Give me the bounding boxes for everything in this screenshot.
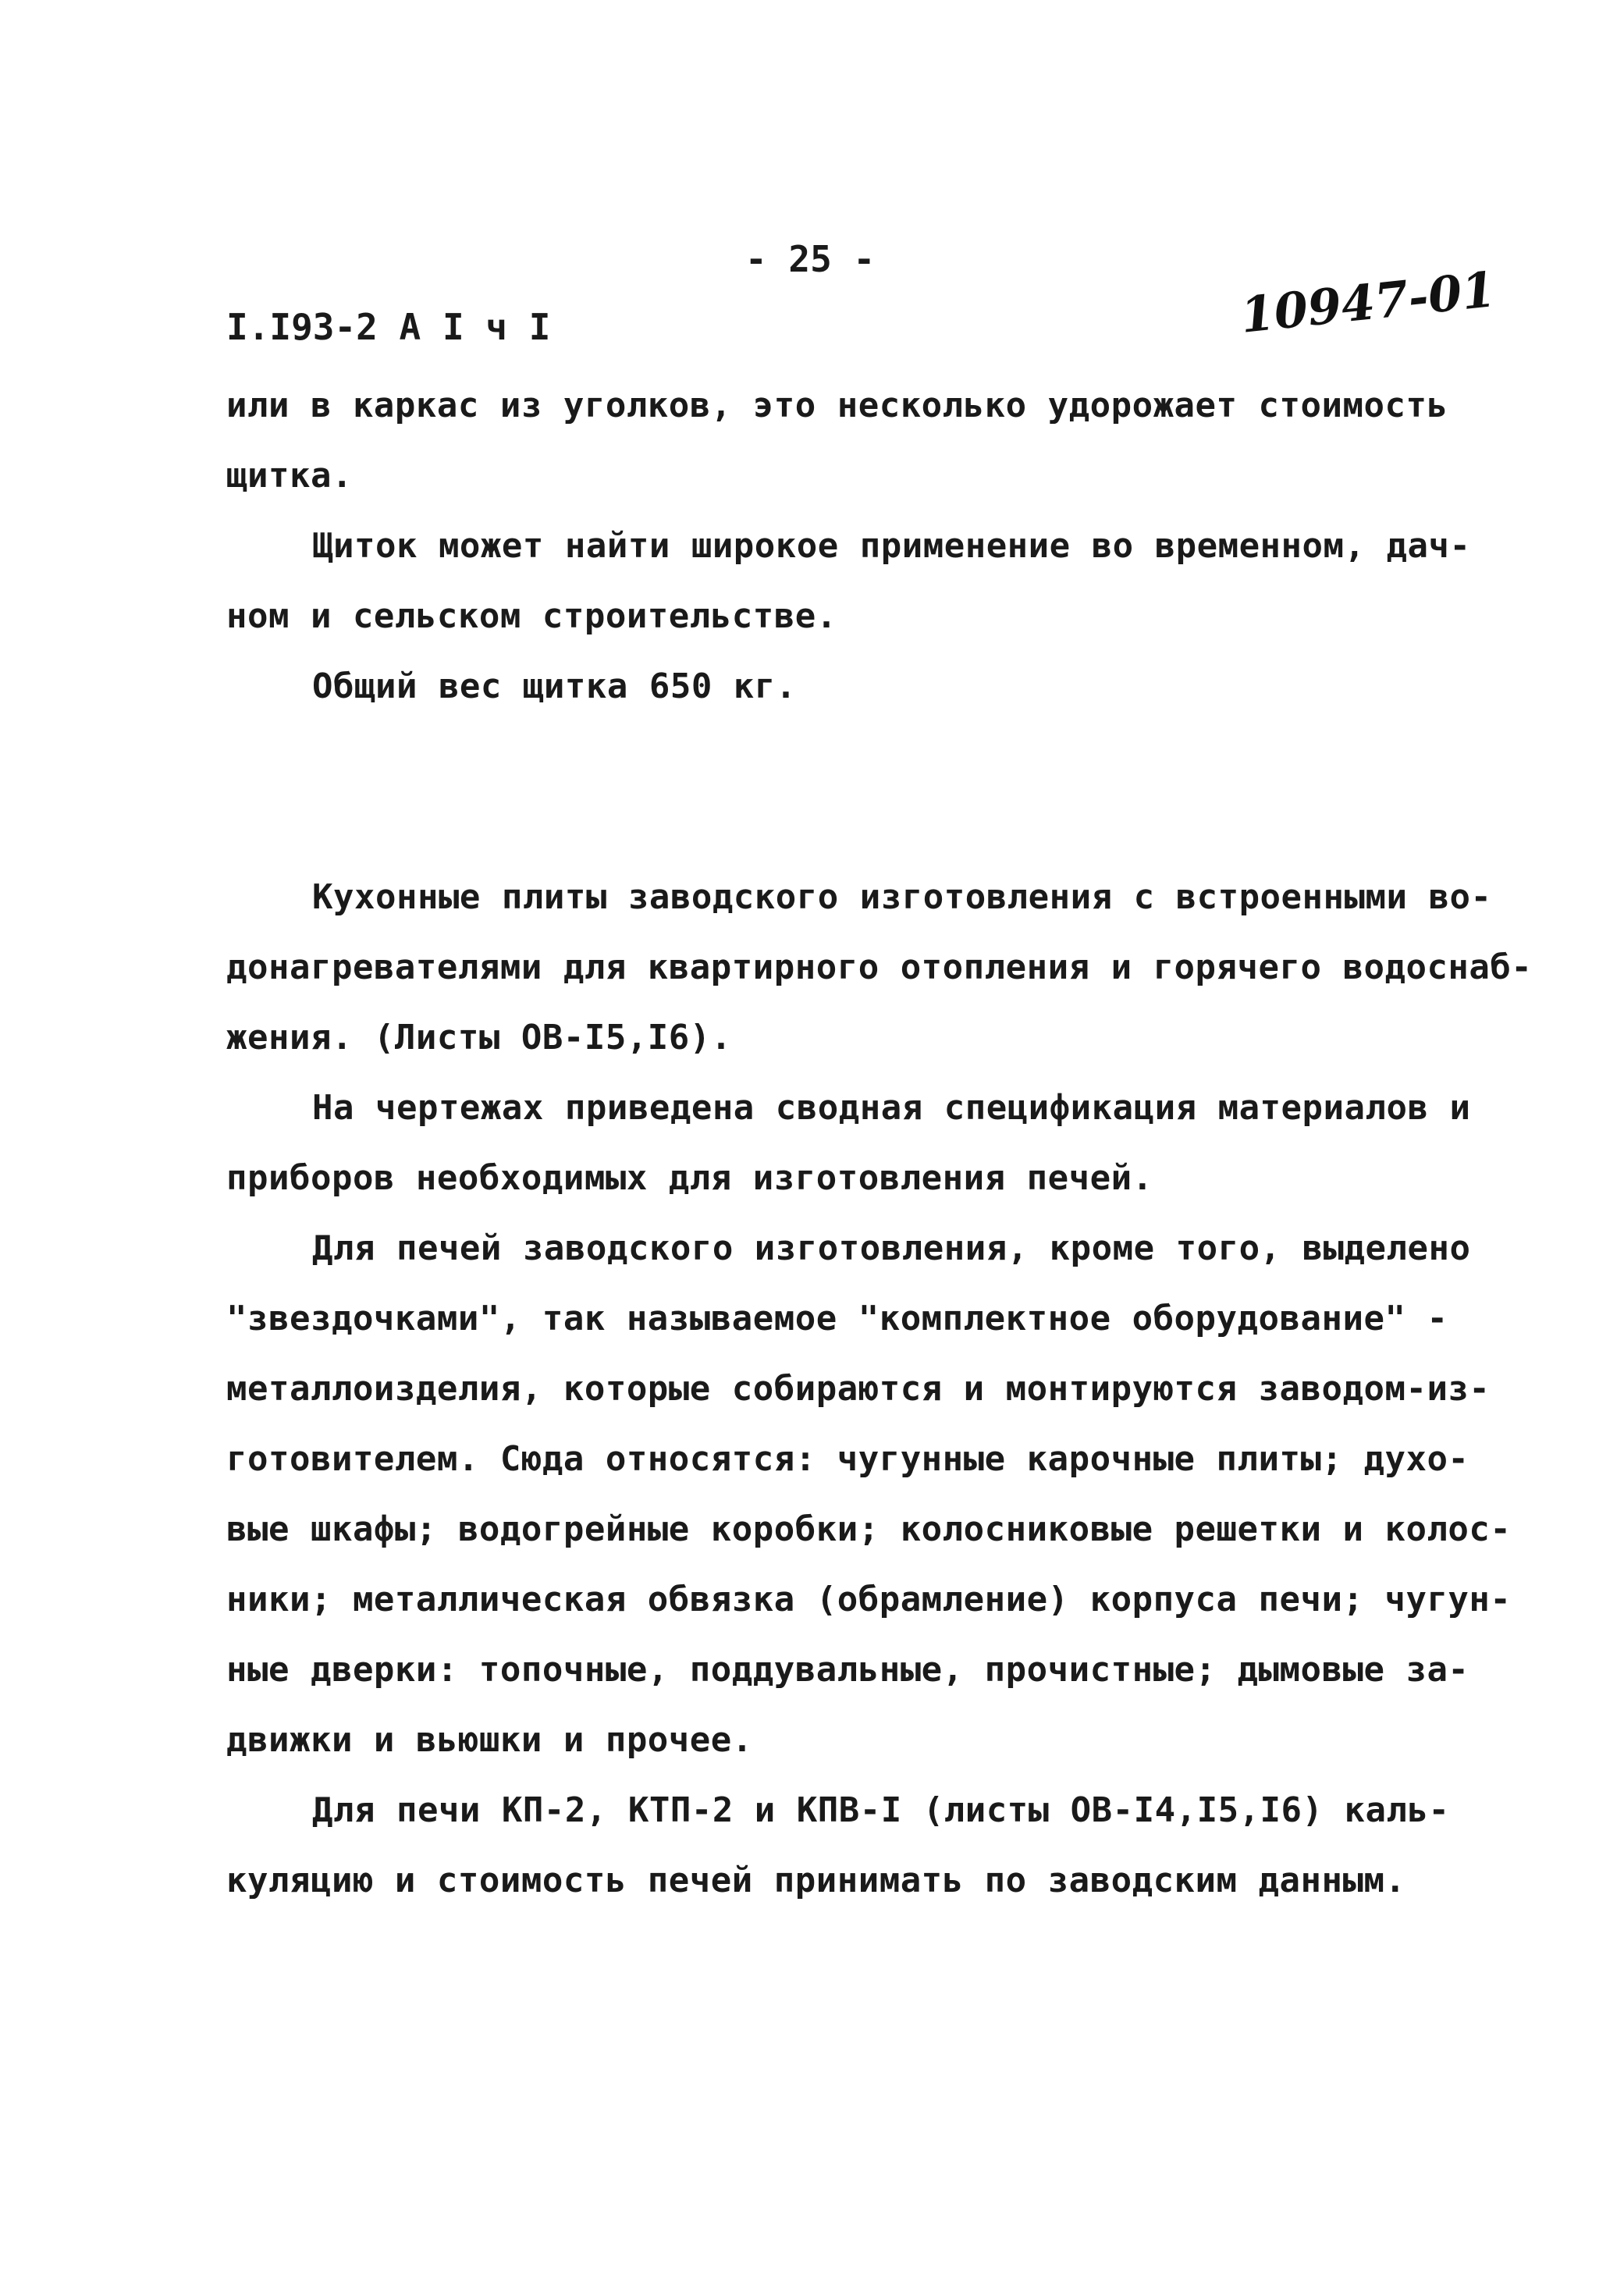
body-line: ные дверки: топочные, поддувальные, прочистные; дымовые за- [226,1650,1469,1690]
body-line: вые шкафы; водогрейные коробки; колосниковые решетки и колос- [226,1509,1512,1549]
body-line: приборов необходимых для изготовления печей. [226,1158,1153,1198]
body-line: "звездочками", так называемое "комплектное оборудование" - [226,1299,1448,1338]
body-line: ники; металлическая обвязка (обрамление) корпуса печи; чугун- [226,1580,1512,1619]
body-line: или в каркас из уголков, это несколько удорожает стоимость [226,386,1448,425]
handwritten-inventory-number: 10947-01 [1238,260,1498,344]
body-line: щитка. [226,456,353,496]
body-line: На чертежах приведена сводная спецификация материалов и [312,1088,1471,1128]
body-line: движки и вьюшки и прочее. [226,1720,753,1760]
body-line: Для печи КП-2, КТП-2 и КПВ-I (листы ОВ-I4,I5,I6) каль- [312,1790,1450,1830]
body-line: Щиток может найти широкое применение во временном, дач- [312,526,1471,566]
body-line: жения. (Листы ОВ-I5,I6). [226,1018,732,1057]
body-line: ном и сельском строительстве. [226,596,837,636]
body-line: Общий вес щитка 650 кг. [312,666,797,706]
document-code: I.I93-2 A I ч I [226,306,551,348]
body-line: готовителем. Сюда относятся: чугунные карочные плиты; духо- [226,1439,1469,1479]
body-line: Кухонные плиты заводского изготовления с встроенными во- [312,877,1492,917]
page-number: - 25 - [745,238,876,280]
body-line: металлоизделия, которые собираются и монтируются заводом-из- [226,1369,1491,1409]
body-line: куляцию и стоимость печей принимать по заводским данным. [226,1861,1406,1900]
body-line: Для печей заводского изготовления, кроме того, выделено [312,1228,1471,1268]
body-line: донагревателями для квартирного отопления и горячего водоснаб- [226,947,1533,987]
